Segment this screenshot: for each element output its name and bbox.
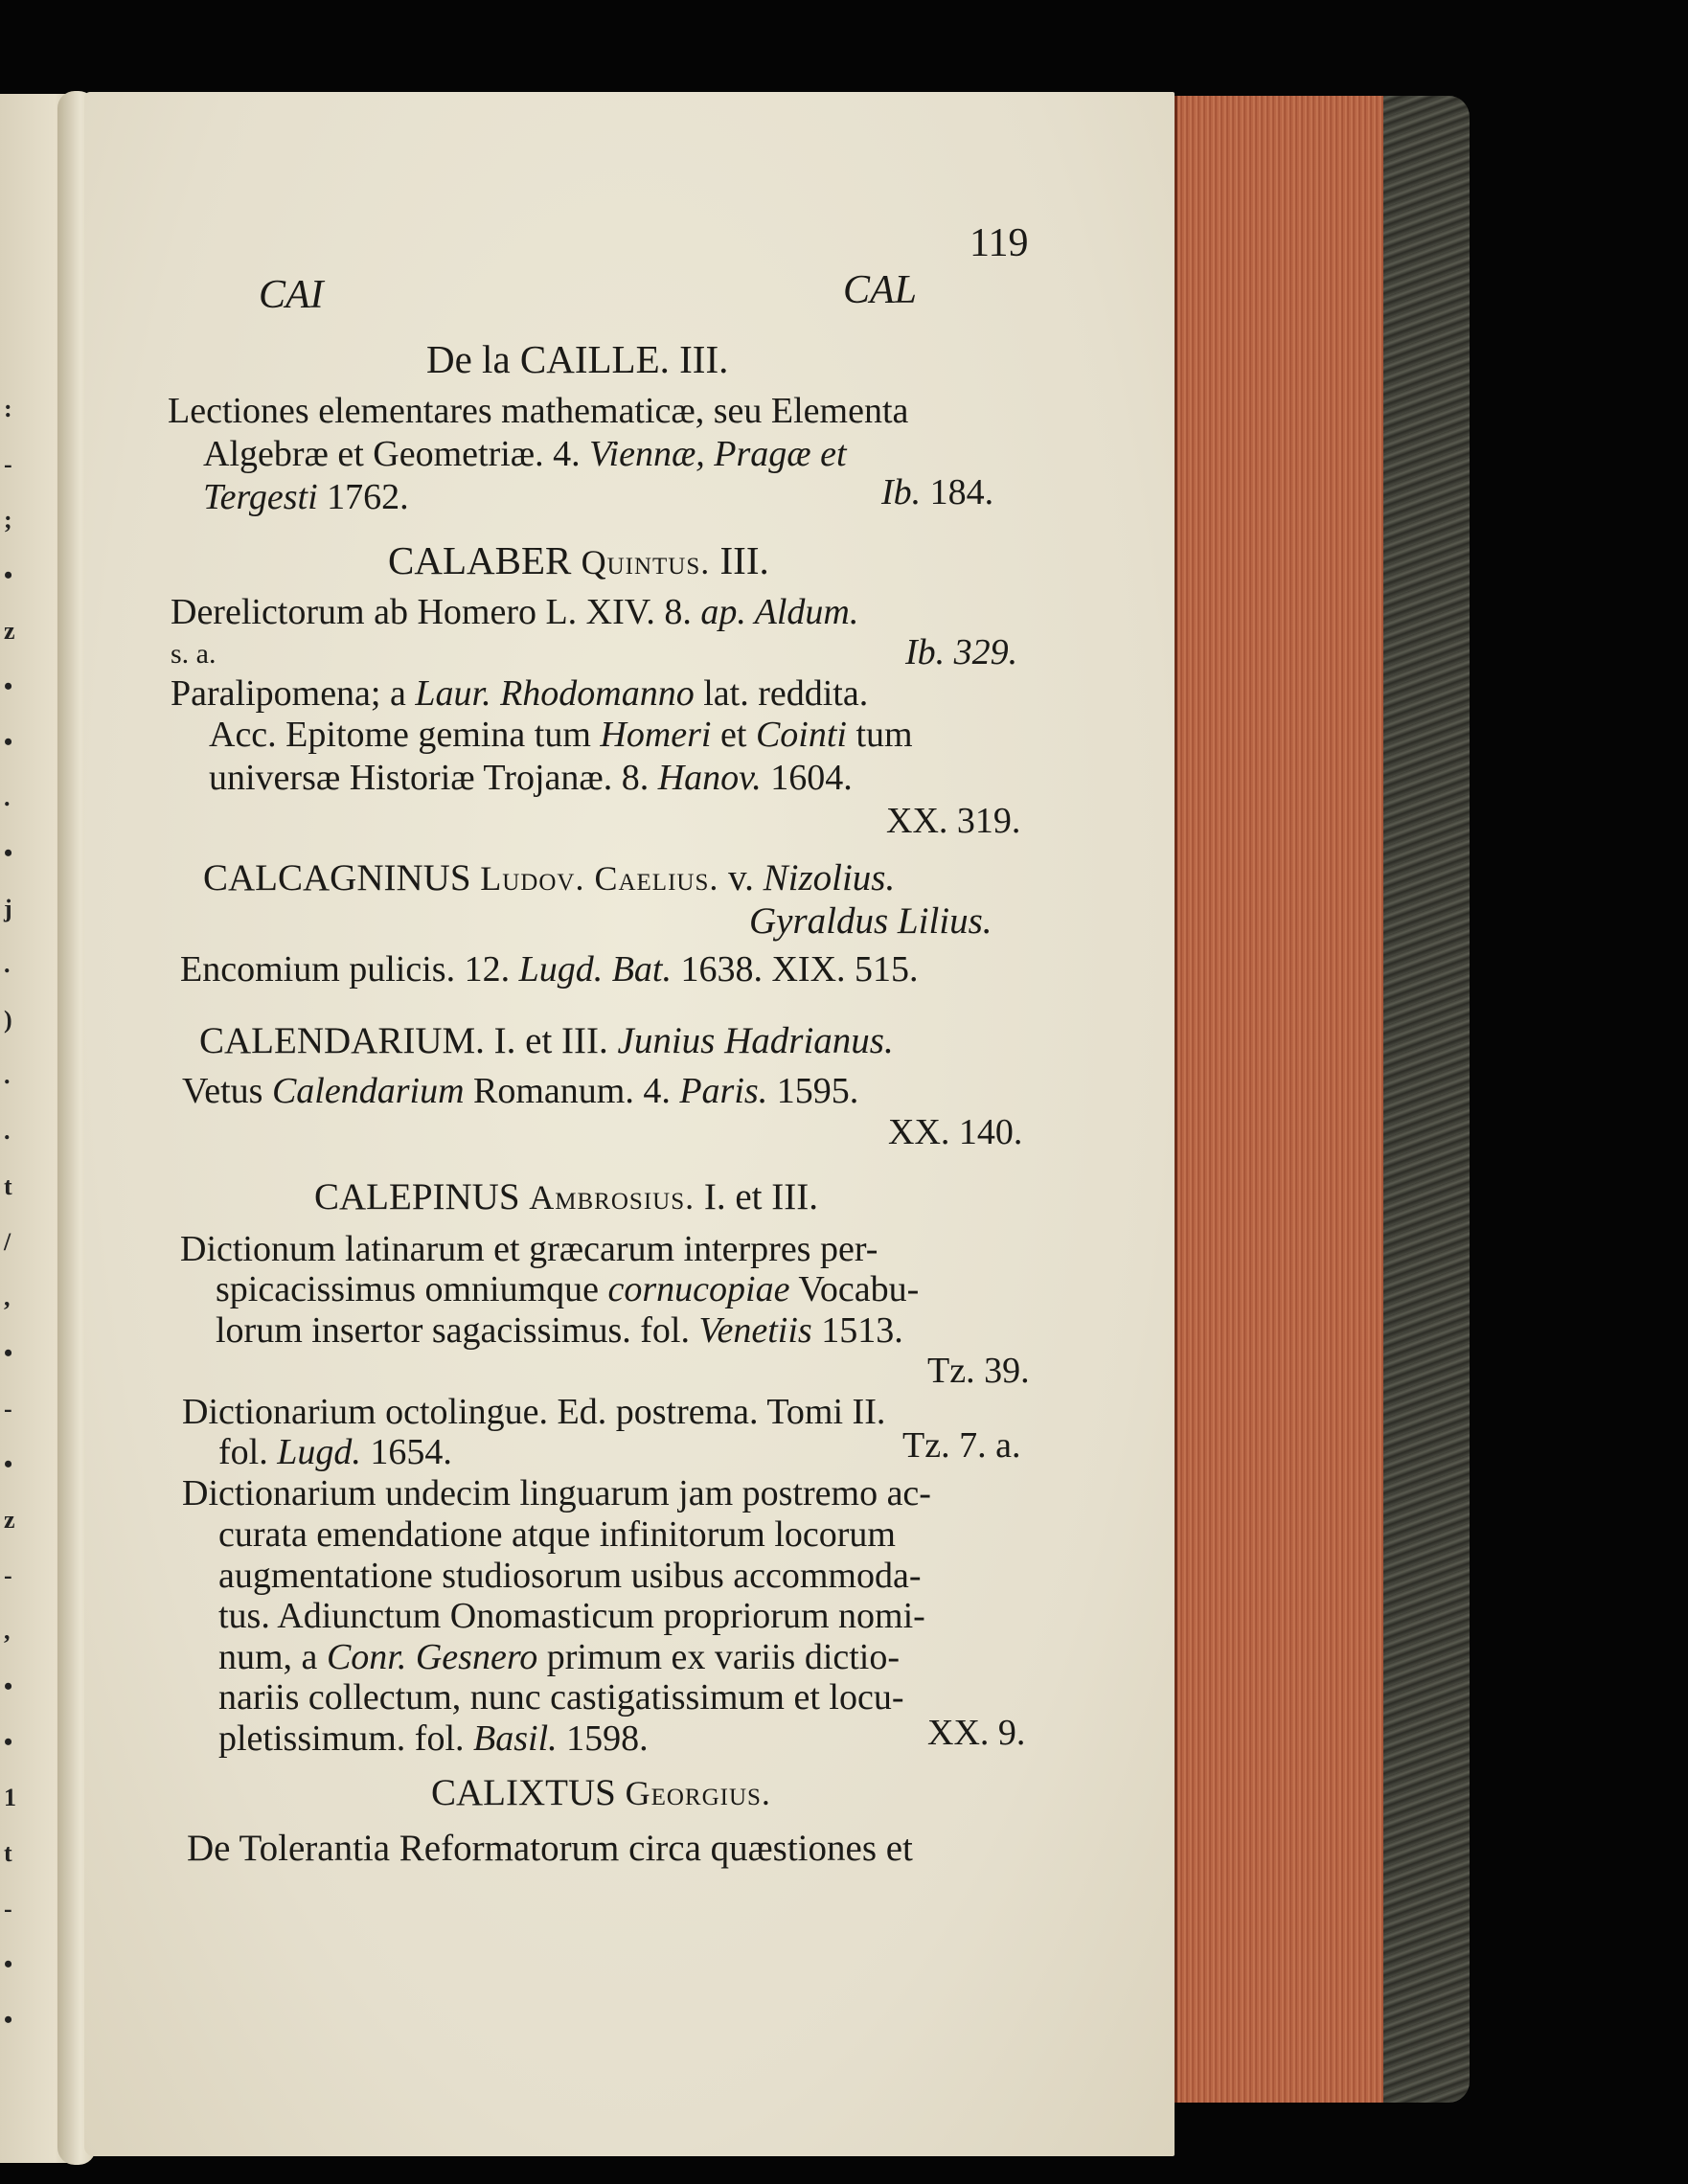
running-head-left: CAI [259,273,324,317]
entry-heading: CALENDARIUM. I. et III. Junius Hadrianus. [199,1020,894,1061]
entry-heading: CALCAGNINUS Ludov. Caelius. v. Nizolius. [203,857,896,899]
page-number: 119 [969,221,1029,265]
entry-line: Tergesti 1762. [203,477,409,517]
marbled-cover-board [1383,96,1470,2103]
entry-line: De Tolerantia Reformatorum circa quæstiones et [187,1828,913,1869]
entry-line: Dictionum latinarum et græcarum interpres per- [180,1229,878,1269]
entry-heading: CALIXTUS Georgius. [431,1772,771,1813]
entry-line: Encomium pulicis. 12. Lugd. Bat. 1638. XIX. 515. [180,949,919,990]
entry-line-ref: XX. 319. [886,801,1021,841]
entry-heading: CALABER Quintus. III. [388,538,769,582]
entry-line: Algebræ et Geometriæ. 4. Viennæ, Pragæ et [203,434,847,474]
entry-line: Lectiones elementares mathematicæ, seu Elementa [168,391,909,431]
entry-heading-cross-ref: Gyraldus Lilius. [749,900,992,942]
facing-page-margin-characters: : - ; • z • • . • j . ) . . t / , • - • z - , • • 1 t - • • [4,395,16,2034]
entry-line: pletissimum. fol. Basil. 1598. [218,1718,649,1759]
entry-line: s. a. [171,638,217,670]
entry-line: Dictionarium undecim linguarum jam postremo ac- [182,1473,931,1513]
entry-line: universæ Historiæ Trojanæ. 8. Hanov. 1604. [209,758,853,798]
entry-heading: De la CAILLE. III. [426,337,729,381]
entry-line-ref: Ib. 329. [905,632,1018,672]
entry-heading: CALEPINUS Ambrosius. I. et III. [314,1176,818,1217]
entry-line: Paralipomena; a Laur. Rhodomanno lat. reddita. [171,673,869,714]
entry-line-ref: Ib. 184. [881,472,994,512]
entry-line: nariis collectum, nunc castigatissimum et locu- [218,1677,904,1718]
entry-line-ref: XX. 140. [888,1112,1023,1152]
entry-line: curata emendatione atque infinitorum locorum [218,1514,896,1555]
running-head-right: CAL [843,268,918,312]
entry-line: Derelictorum ab Homero L. XIV. 8. ap. Aldum. [171,592,859,632]
entry-line: fol. Lugd. 1654. [218,1432,452,1472]
entry-line-ref: Tz. 7. a. [902,1425,1021,1466]
entry-line: lorum insertor sagacissimus. fol. Venetiis 1513. [216,1310,903,1351]
entry-line: num, a Conr. Gesnero primum ex variis dictio- [218,1637,901,1677]
page-block-edges [1175,96,1386,2103]
entry-line-ref: Tz. 39. [927,1351,1030,1391]
entry-line-ref: XX. 9. [927,1713,1026,1753]
entry-line: tus. Adiunctum Onomasticum propriorum nomi- [218,1596,925,1636]
entry-line: augmentatione studiosorum usibus accommoda- [218,1556,922,1596]
entry-line: Vetus Calendarium Romanum. 4. Paris. 1595. [182,1071,859,1111]
entry-line: Acc. Epitome gemina tum Homeri et Cointi tum [209,715,913,755]
entry-line: Dictionarium octolingue. Ed. postrema. Tomi II. [182,1392,886,1432]
entry-line: spicacissimus omniumque cornucopiae Vocabu- [216,1269,920,1309]
